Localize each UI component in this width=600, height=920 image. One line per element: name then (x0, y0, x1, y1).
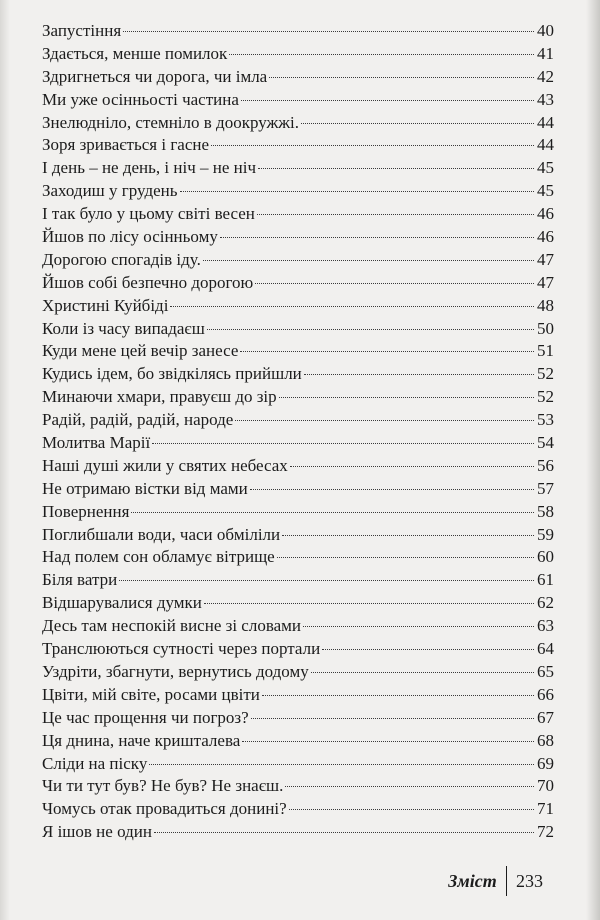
dot-leader (211, 145, 534, 146)
dot-leader (220, 237, 534, 238)
toc-entry-page-number: 41 (537, 43, 554, 63)
toc-entry-title: Христині Куйбіді (42, 295, 169, 315)
toc-entry-page-number: 51 (537, 341, 554, 361)
toc-entry-title: Куди мене цей вечір занесе (42, 341, 239, 361)
running-footer (448, 866, 543, 896)
toc-entry (42, 112, 554, 135)
page-edge-shadow-left (0, 0, 10, 920)
dot-leader (131, 512, 534, 513)
toc-entry-title: Повернення (42, 501, 130, 521)
toc-entry-title: Молитва Марії (42, 433, 151, 453)
dot-leader (301, 123, 534, 124)
dot-leader (282, 535, 534, 536)
dot-leader (240, 351, 534, 352)
toc-entry (42, 295, 554, 318)
dot-leader (180, 191, 535, 192)
toc-entry-title: Транслюються сутності через портали (42, 639, 321, 659)
toc-entry (42, 821, 554, 844)
toc-entry-title: Йшов по лісу осінньому (42, 227, 218, 247)
dot-leader (304, 374, 534, 375)
toc-entry-title: Коли із часу випадаєш (42, 318, 205, 338)
table-of-contents (42, 20, 554, 844)
toc-entry (42, 43, 554, 66)
toc-entry-page-number: 48 (537, 295, 554, 315)
toc-entry-title: Це час прощення чи погроз? (42, 707, 249, 727)
toc-entry-page-number: 46 (537, 227, 554, 247)
toc-entry (42, 409, 554, 432)
dot-leader (250, 489, 534, 490)
toc-entry-title: Поглибшали води, часи обміліли (42, 524, 281, 544)
dot-leader (152, 443, 534, 444)
dot-leader (207, 329, 534, 330)
toc-entry-title: Цвіти, мій світе, росами цвіти (42, 684, 260, 704)
dot-leader (311, 672, 534, 673)
toc-entry-title: Запустіння (42, 21, 122, 40)
toc-entry-page-number: 59 (537, 524, 554, 544)
toc-entry-title: І так було у цьому світі весен (42, 204, 255, 224)
dot-leader (285, 786, 534, 787)
dot-leader (279, 397, 534, 398)
toc-entry-page-number: 52 (537, 364, 554, 384)
toc-entry-title: Здається, менше помилок (42, 43, 228, 63)
dot-leader (119, 580, 534, 581)
toc-entry-page-number: 56 (537, 455, 554, 475)
toc-entry-title: Десь там неспокій висне зі словами (42, 616, 302, 636)
toc-entry (42, 753, 554, 776)
toc-entry-page-number: 57 (537, 478, 554, 498)
dot-leader (258, 168, 534, 169)
toc-entry-title: І день – не день, і ніч – не ніч (42, 158, 257, 178)
toc-entry-title: Чомусь отак провадиться донині? (42, 799, 287, 819)
toc-entry-page-number: 71 (537, 799, 554, 819)
toc-entry (42, 638, 554, 661)
toc-entry-page-number: 68 (537, 730, 554, 750)
toc-entry-page-number: 45 (537, 181, 554, 201)
toc-entry-title: Я ішов не один (42, 822, 152, 842)
toc-entry-page-number: 62 (537, 593, 554, 613)
toc-entry (42, 134, 554, 157)
dot-leader (251, 718, 534, 719)
toc-entry-page-number: 47 (537, 272, 554, 292)
toc-entry-page-number: 52 (537, 387, 554, 407)
toc-entry-page-number: 47 (537, 249, 554, 269)
toc-entry (42, 546, 554, 569)
toc-entry (42, 478, 554, 501)
toc-entry (42, 524, 554, 547)
toc-entry-page-number: 53 (537, 410, 554, 430)
toc-entry-title: Чи ти тут був? Не був? Не знаєш. (42, 776, 284, 796)
dot-leader (255, 283, 534, 284)
toc-entry-title: Знелюдніло, стемніло в доокружжі. (42, 112, 299, 132)
toc-entry-page-number: 46 (537, 204, 554, 224)
dot-leader (154, 832, 534, 833)
toc-entry (42, 157, 554, 180)
toc-entry (42, 318, 554, 341)
toc-entry-title: Сліди на піску (42, 753, 148, 773)
toc-entry-title: Здригнеться чи дорога, чи імла (42, 66, 268, 86)
toc-entry (42, 432, 554, 455)
toc-entry (42, 203, 554, 226)
toc-entry-title: Йшов собі безпечно дорогою (42, 272, 254, 292)
toc-entry-title: Не отримаю вістки від мами (42, 478, 248, 498)
toc-entry (42, 89, 554, 112)
toc-entry-title: Ми уже осінньості частина (42, 89, 239, 109)
toc-entry (42, 592, 554, 615)
toc-entry-page-number: 44 (537, 112, 554, 132)
toc-entry-title: Над полем сон обламує вітрище (42, 547, 275, 567)
toc-entry (42, 249, 554, 272)
toc-entry-title: Наші душі жили у святих небесах (42, 455, 288, 475)
dot-leader (235, 420, 534, 421)
toc-entry-page-number: 69 (537, 753, 554, 773)
dot-leader (241, 100, 534, 101)
toc-entry (42, 798, 554, 821)
dot-leader (170, 306, 534, 307)
toc-entry-page-number: 64 (537, 639, 554, 659)
toc-entry-page-number: 66 (537, 684, 554, 704)
toc-entry-title: Відшарувалися думки (42, 593, 202, 613)
footer-section-title: Зміст (448, 870, 497, 891)
toc-entry (42, 684, 554, 707)
dot-leader (229, 54, 534, 55)
dot-leader (242, 741, 534, 742)
toc-entry-page-number: 63 (537, 616, 554, 636)
toc-entry (42, 386, 554, 409)
dot-leader (204, 603, 534, 604)
toc-entry-title: Минаючи хмари, правуєш до зір (42, 387, 277, 407)
toc-entry (42, 455, 554, 478)
dot-leader (262, 695, 534, 696)
toc-entry-page-number: 44 (537, 135, 554, 155)
toc-entry-page-number: 45 (537, 158, 554, 178)
toc-entry (42, 775, 554, 798)
toc-entry-page-number: 61 (537, 570, 554, 590)
toc-entry-page-number: 72 (537, 822, 554, 842)
dot-leader (277, 557, 534, 558)
dot-leader (322, 649, 534, 650)
toc-entry-page-number: 67 (537, 707, 554, 727)
dot-leader (149, 764, 534, 765)
toc-entry-title: Дорогою спогадів іду. (42, 249, 201, 269)
toc-entry-page-number: 60 (537, 547, 554, 567)
toc-entry (42, 569, 554, 592)
dot-leader (290, 466, 534, 467)
dot-leader (303, 626, 534, 627)
toc-entry-page-number: 43 (537, 89, 554, 109)
toc-entry (42, 180, 554, 203)
dot-leader (123, 31, 534, 32)
toc-entry-title: Заходиш у грудень (42, 181, 178, 201)
toc-entry (42, 340, 554, 363)
toc-entry (42, 226, 554, 249)
toc-entry-page-number: 65 (537, 661, 554, 681)
toc-entry (42, 730, 554, 753)
footer-page-number: 233 (516, 870, 543, 891)
toc-entry (42, 66, 554, 89)
toc-entry (42, 707, 554, 730)
toc-entry (42, 363, 554, 386)
page-edge-shadow-right (586, 0, 600, 920)
toc-entry-title: Ця днина, наче кришталева (42, 730, 241, 750)
dot-leader (269, 77, 534, 78)
dot-leader (203, 260, 534, 261)
toc-entry (42, 615, 554, 638)
toc-entry (42, 501, 554, 524)
toc-entry-title: Зоря зривається і гасне (42, 135, 210, 155)
toc-entry-page-number: 54 (537, 433, 554, 453)
toc-entry-page-number: 40 (537, 21, 554, 40)
toc-entry (42, 20, 554, 43)
toc-entry-page-number: 50 (537, 318, 554, 338)
toc-entry-page-number: 42 (537, 66, 554, 86)
toc-entry (42, 661, 554, 684)
dot-leader (257, 214, 534, 215)
toc-entry-page-number: 58 (537, 501, 554, 521)
toc-entry (42, 272, 554, 295)
dot-leader (289, 809, 534, 810)
toc-entry-title: Уздріти, збагнути, вернутись додому (42, 661, 309, 681)
toc-entry-title: Кудись ідем, бо звідкілясь прийшли (42, 364, 302, 384)
toc-entry-title: Біля ватри (42, 570, 118, 590)
toc-entry-title: Радій, радій, радій, народе (42, 410, 234, 430)
toc-entry-page-number: 70 (537, 776, 554, 796)
